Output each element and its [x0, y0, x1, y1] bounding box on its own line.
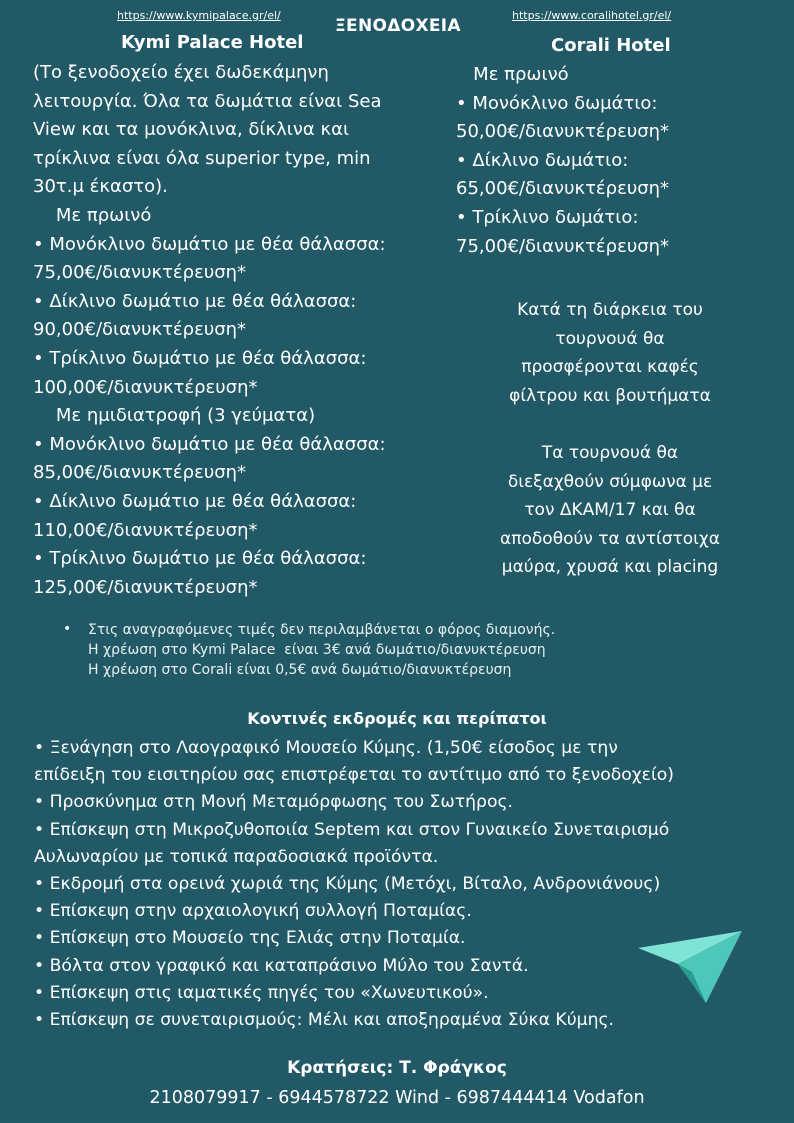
- reservations-contact: Κρατήσεις: Τ. Φράγκος: [287, 1058, 507, 1078]
- kymi-line: • Δίκλινο δωμάτιο με θέα θάλασσα:: [33, 490, 357, 512]
- coffee-note-line: Κατά τη διάρκεια του: [517, 300, 703, 320]
- excursion-line: • Επίσκεψη στη Μικροζυθοποιία Septem και στον Γυναικείο Συνεταιρισμό: [34, 819, 670, 840]
- excursion-line: επίδειξη του εισιτηρίου σας επιστρέφεται το αντίτιμο από το ξενοδοχείο): [34, 765, 675, 786]
- coffee-note-line: προσφέρονται καφές: [521, 357, 699, 378]
- tax-note-line: Στις αναγραφόμενες τιμές δεν περιλαμβάνεται ο φόρος διαμονής.: [88, 622, 556, 638]
- page-title: ΞΕΝΟΔΟΧΕΙΑ: [335, 16, 461, 36]
- coffee-note: [455, 296, 765, 410]
- kymi-line: 30τ.μ έκαστο).: [33, 176, 168, 198]
- excursions-title: Κοντινές εκδρομές και περίπατοι: [247, 709, 547, 728]
- excursion-line: • Επίσκεψη σε συνεταιρισμούς: Μέλι και αποξηραμένα Σύκα Κύμης.: [34, 1010, 615, 1031]
- corali-hotel-name: Corali Hotel: [551, 35, 671, 56]
- kymi-description: [33, 59, 453, 602]
- excursion-line: • Βόλτα στον γραφικό και καταπράσινο Μύλο του Σαντά.: [34, 955, 529, 976]
- corali-line: • Τρίκλινο δωμάτιο:: [456, 206, 639, 228]
- kymi-line: 100,00€/διανυκτέρευση*: [33, 376, 258, 398]
- kymi-line: 85,00€/διανυκτέρευση*: [33, 462, 247, 484]
- tournament-note-line: Τα τουρνουά θα: [541, 443, 679, 463]
- kymi-palace-link[interactable]: https://www.kymipalace.gr/el/: [117, 9, 281, 22]
- tournament-note-line: μαύρα, χρυσά και placing: [501, 557, 719, 578]
- excursion-line: • Επίσκεψη στο Μουσείο της Ελιάς στην Ποταμία.: [34, 928, 466, 949]
- coffee-note-line: τουρνουά θα: [555, 328, 665, 349]
- kymi-line: • Τρίκλινο δωμάτιο με θέα θάλασσα:: [33, 548, 367, 570]
- corali-line: 50,00€/διανυκτέρευση*: [456, 121, 670, 143]
- excursion-line: Αυλωναρίου με τοπικά παραδοσιακά προϊόντα.: [34, 846, 439, 867]
- tournament-note-line: αποδοθούν τα αντίστοιχα: [500, 528, 720, 549]
- excursion-line: • Επίσκεψη στην αρχαιολογική συλλογή Ποταμίας.: [34, 901, 472, 922]
- kymi-line: 125,00€/διανυκτέρευση*: [33, 576, 258, 598]
- corali-section-heading: Με πρωινό: [456, 64, 569, 85]
- corali-line: • Δίκλινο δωμάτιο:: [456, 149, 629, 171]
- paper-plane-icon: [636, 928, 744, 1004]
- kymi-line: τρίκλινα είναι όλα superior type, min: [33, 147, 371, 169]
- corali-line: • Μονόκλινο δωμάτιο:: [456, 92, 658, 114]
- corali-prices: [456, 61, 776, 261]
- excursion-line: • Επίσκεψη στις ιαματικές πηγές του «Χωνευτικού».: [34, 982, 489, 1003]
- kymi-section-heading: Με πρωινό: [33, 204, 152, 226]
- tax-note: [88, 620, 555, 680]
- kymi-line: 75,00€/διανυκτέρευση*: [33, 262, 247, 284]
- kymi-line: View και τα μονόκλινα, δίκλινα και: [33, 119, 350, 141]
- tax-note-line: Η χρέωση στο Kymi Palace είναι 3€ ανά δωμάτιο/διανυκτέρευση: [88, 642, 546, 658]
- coffee-note-line: φίλτρου και βουτήματα: [509, 385, 711, 406]
- kymi-line: λειτουργία. Όλα τα δωμάτια είναι Sea: [33, 90, 382, 112]
- excursion-line: • Προσκύνημα στη Μονή Μεταμόρφωσης του Σωτήρος.: [34, 792, 514, 813]
- phone-numbers: 2108079917 - 6944578722 Wind - 6987444414 Vodafon: [149, 1088, 645, 1108]
- kymi-line: • Μονόκλινο δωμάτιο με θέα θάλασσα:: [33, 433, 386, 455]
- tax-bullet: •: [63, 621, 72, 637]
- tournament-note: [455, 439, 765, 582]
- excursion-line: • Εκδρομή στα ορεινά χωριά της Κύμης (Μετόχι, Βίταλο, Ανδρονιάνους): [34, 874, 661, 895]
- corali-line: 75,00€/διανυκτέρευση*: [456, 235, 670, 257]
- kymi-line: 110,00€/διανυκτέρευση*: [33, 519, 258, 541]
- kymi-line: • Μονόκλινο δωμάτιο με θέα θάλασσα:: [33, 233, 386, 255]
- kymi-line: • Τρίκλινο δωμάτιο με θέα θάλασσα:: [33, 347, 367, 369]
- tournament-note-line: τον ΔΚΑΜ/17 και θα: [524, 500, 696, 521]
- kymi-line: (Το ξενοδοχείο έχει δωδεκάμηνη: [33, 62, 329, 83]
- tax-note-line: Η χρέωση στο Corali είναι 0,5€ ανά δωμάτιο/διανυκτέρευση: [88, 662, 512, 678]
- corali-line: 65,00€/διανυκτέρευση*: [456, 178, 670, 200]
- corali-hotel-link[interactable]: https://www.coralihotel.gr/el/: [512, 9, 672, 22]
- kymi-line: • Δίκλινο δωμάτιο με θέα θάλασσα:: [33, 290, 357, 312]
- kymi-line: 90,00€/διανυκτέρευση*: [33, 319, 247, 341]
- tournament-note-line: διεξαχθούν σύμφωνα με: [507, 471, 713, 492]
- kymi-hotel-name: Kymi Palace Hotel: [121, 32, 304, 53]
- excursion-line: • Ξενάγηση στο Λαογραφικό Μουσείο Κύμης. (1,50€ είσοδος με την: [34, 738, 618, 758]
- kymi-section-heading: Με ημιδιατροφή (3 γεύματα): [33, 405, 316, 427]
